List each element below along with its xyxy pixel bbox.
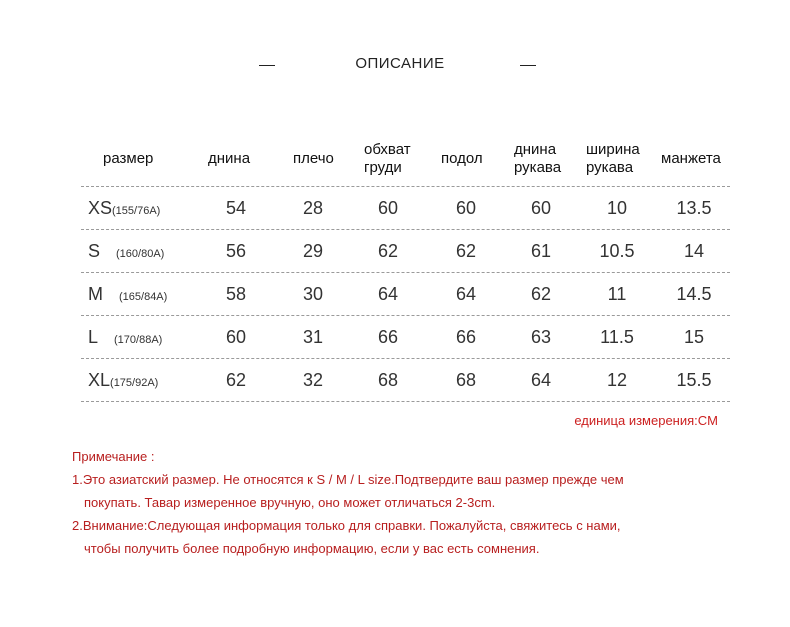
size-label bbox=[88, 187, 160, 229]
size-detail: (160/80A) bbox=[116, 248, 165, 260]
notes-heading: Примечание : bbox=[72, 449, 155, 464]
cell-length: 56 bbox=[225, 241, 247, 261]
cell-sleeve-width: 11.5 bbox=[600, 327, 634, 347]
cell-chest: 68 bbox=[377, 370, 399, 390]
size-label bbox=[88, 316, 162, 358]
cell-shoulder: 30 bbox=[302, 284, 324, 304]
cell-shoulder: 28 bbox=[302, 198, 324, 218]
cell-shoulder: 29 bbox=[302, 241, 324, 261]
table-row bbox=[81, 187, 730, 229]
column-header-chest: обхват груди bbox=[364, 141, 411, 176]
column-header-size: размер bbox=[103, 150, 154, 167]
cell-hem: 66 bbox=[455, 327, 477, 347]
page-title: ОПИСАНИЕ bbox=[355, 55, 445, 72]
note-line-2-continued: чтобы получить более подробную информацию, если у вас есть сомнения. bbox=[84, 541, 540, 556]
cell-chest: 66 bbox=[377, 327, 399, 347]
cell-shoulder: 31 bbox=[302, 327, 324, 347]
unit-note: единица измерения:CM bbox=[574, 413, 718, 428]
cell-hem: 68 bbox=[455, 370, 477, 390]
cell-chest: 60 bbox=[377, 198, 399, 218]
size-detail: (165/84A) bbox=[119, 291, 168, 303]
size-label bbox=[88, 359, 158, 401]
size-code: L bbox=[88, 327, 99, 347]
cell-shoulder: 32 bbox=[302, 370, 324, 390]
title-row bbox=[0, 52, 790, 78]
column-header-sleeve-length: днина рукава bbox=[514, 141, 562, 176]
cell-sleeve-length: 63 bbox=[530, 327, 552, 347]
note-line-1-continued: покупать. Тавар измеренное вручную, оно может отличаться 2-3cm. bbox=[84, 495, 496, 510]
cell-hem: 60 bbox=[455, 198, 477, 218]
table-row bbox=[81, 359, 730, 401]
size-table bbox=[81, 132, 730, 402]
cell-sleeve-length: 62 bbox=[530, 284, 552, 304]
size-detail: (155/76A) bbox=[112, 205, 161, 217]
row-divider bbox=[81, 401, 730, 402]
column-header-hem: подол bbox=[441, 150, 483, 167]
cell-sleeve-length: 61 bbox=[530, 241, 552, 261]
column-header-cuff: манжета bbox=[661, 150, 721, 167]
note-line-1: 1.Это азиатский размер. Не относятся к S / M / L size.Подтвердите ваш размер прежде чем bbox=[72, 472, 624, 487]
cell-length: 62 bbox=[225, 370, 247, 390]
cell-cuff: 15 bbox=[683, 327, 705, 347]
table-row bbox=[81, 230, 730, 272]
cell-length: 58 bbox=[225, 284, 247, 304]
size-code: XS bbox=[88, 198, 113, 218]
size-label bbox=[88, 230, 164, 272]
size-label bbox=[88, 273, 167, 315]
size-code: M bbox=[88, 284, 103, 304]
cell-chest: 62 bbox=[377, 241, 399, 261]
notes-section bbox=[72, 445, 772, 560]
cell-length: 60 bbox=[225, 327, 247, 347]
cell-hem: 62 bbox=[455, 241, 477, 261]
cell-hem: 64 bbox=[455, 284, 477, 304]
table-row bbox=[81, 316, 730, 358]
table-body bbox=[81, 187, 730, 402]
cell-sleeve-width: 10.5 bbox=[599, 241, 635, 261]
cell-cuff: 15.5 bbox=[676, 370, 712, 390]
size-detail: (175/92A) bbox=[110, 377, 159, 389]
cell-chest: 64 bbox=[377, 284, 399, 304]
cell-sleeve-width: 10 bbox=[606, 198, 628, 218]
column-header-shoulder: плечо bbox=[293, 150, 334, 167]
table-header bbox=[81, 132, 730, 186]
cell-sleeve-length: 60 bbox=[530, 198, 552, 218]
note-line-2: 2.Внимание:Следующая информация только для справки. Пожалуйста, свяжитесь с нами, bbox=[72, 518, 621, 533]
size-code: S bbox=[88, 241, 101, 261]
cell-cuff: 14.5 bbox=[676, 284, 712, 304]
cell-cuff: 14 bbox=[683, 241, 705, 261]
cell-length: 54 bbox=[225, 198, 247, 218]
title-dash-left bbox=[259, 65, 275, 66]
column-header-length: днина bbox=[208, 150, 251, 167]
size-detail: (170/88A) bbox=[114, 334, 163, 346]
table-row bbox=[81, 273, 730, 315]
column-header-sleeve-width: ширина рукава bbox=[586, 141, 640, 176]
size-code: XL bbox=[88, 370, 111, 390]
cell-sleeve-width: 12 bbox=[606, 370, 628, 390]
cell-sleeve-length: 64 bbox=[530, 370, 552, 390]
cell-sleeve-width: 11 bbox=[607, 284, 627, 304]
cell-cuff: 13.5 bbox=[676, 198, 712, 218]
title-dash-right bbox=[520, 65, 536, 66]
